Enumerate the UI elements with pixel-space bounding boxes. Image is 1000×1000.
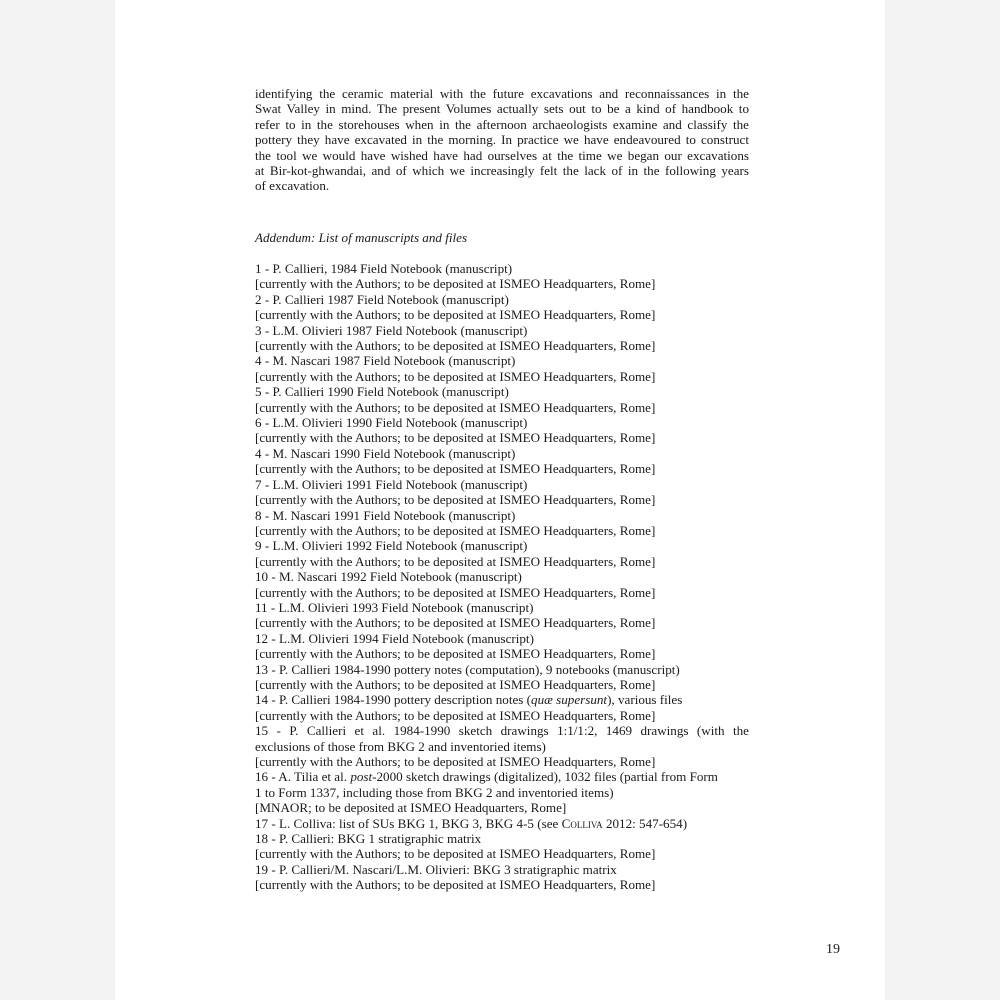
list-entry: 4 - M. Nascari 1987 Field Notebook (manuscript) xyxy=(255,353,516,369)
list-entry: 9 - L.M. Olivieri 1992 Field Notebook (manuscript) xyxy=(255,538,528,554)
list-entry-16-line2: 1 to Form 1337, including those from BKG 2 and inventoried items) xyxy=(255,784,614,800)
deposit-note: [currently with the Authors; to be deposited at ISMEO Headquarters, Rome] xyxy=(255,877,656,893)
deposit-note: [currently with the Authors; to be deposited at ISMEO Headquarters, Rome] xyxy=(255,461,656,477)
entry-text: 14 - P. Callieri 1984-1990 pottery description notes ( xyxy=(255,692,532,708)
list-entry-19: 19 - P. Callieri/M. Nascari/L.M. Olivieri: BKG 3 stratigraphic matrix xyxy=(255,861,617,877)
document-page xyxy=(115,0,885,1000)
deposit-note: [currently with the Authors; to be deposited at ISMEO Headquarters, Rome] xyxy=(255,276,656,292)
deposit-note: [currently with the Authors; to be deposited at ISMEO Headquarters, Rome] xyxy=(255,846,656,862)
deposit-note: [currently with the Authors; to be deposited at ISMEO Headquarters, Rome] xyxy=(255,615,656,631)
mnaor-note: [MNAOR; to be deposited at ISMEO Headquarters, Rome] xyxy=(255,800,567,816)
list-entry: 3 - L.M. Olivieri 1987 Field Notebook (manuscript) xyxy=(255,322,528,338)
deposit-note: [currently with the Authors; to be deposited at ISMEO Headquarters, Rome] xyxy=(255,754,656,769)
entry-italic: post xyxy=(350,769,373,785)
deposit-note: [currently with the Authors; to be deposited at ISMEO Headquarters, Rome] xyxy=(255,399,656,415)
list-entry: 6 - L.M. Olivieri 1990 Field Notebook (manuscript) xyxy=(255,415,528,431)
list-entry: 12 - L.M. Olivieri 1994 Field Notebook (manuscript) xyxy=(255,630,534,646)
intro-line: at Bir-kot-ghwandai, and of which we increasingly felt the lack of in the following years xyxy=(255,163,749,179)
deposit-note: [currently with the Authors; to be deposited at ISMEO Headquarters, Rome] xyxy=(255,707,656,723)
page-content xyxy=(255,86,749,893)
deposit-note: [currently with the Authors; to be deposited at ISMEO Headquarters, Rome] xyxy=(255,584,656,600)
list-entry-18: 18 - P. Callieri: BKG 1 stratigraphic matrix xyxy=(255,831,482,847)
deposit-note: [currently with the Authors; to be deposited at ISMEO Headquarters, Rome] xyxy=(255,553,656,569)
entry-text: -2000 sketch drawings (digitalized), 1032 files (partial from Form xyxy=(372,769,718,785)
entry-smallcaps: Colliva xyxy=(561,815,603,831)
list-entry-14 xyxy=(255,692,749,707)
list-entry: 11 - L.M. Olivieri 1993 Field Notebook (manuscript) xyxy=(255,599,534,615)
list-entry: 7 - L.M. Olivieri 1991 Field Notebook (manuscript) xyxy=(255,476,528,492)
intro-line: refer to in the storehouses when in the afternoon archaeologists examine and classify the xyxy=(255,116,749,132)
intro-line: the tool we would have wished have had ourselves at the time we began our excavations xyxy=(255,147,749,163)
entry-text: 16 - A. Tilia et al. xyxy=(255,769,351,785)
list-entry-15-line1: 15 - P. Callieri et al. 1984-1990 sketch drawings 1:1/1:2, 1469 drawings (with the xyxy=(255,723,749,739)
deposit-note: [currently with the Authors; to be deposited at ISMEO Headquarters, Rome] xyxy=(255,307,656,323)
intro-paragraph xyxy=(255,86,749,194)
list-entry: 13 - P. Callieri 1984-1990 pottery notes (computation), 9 notebooks (manuscript) xyxy=(255,661,680,677)
deposit-note: [currently with the Authors; to be deposited at ISMEO Headquarters, Rome] xyxy=(255,676,656,692)
entry-text: 17 - L. Colliva: list of SUs BKG 1, BKG 3, BKG 4-5 (see xyxy=(255,815,562,831)
deposit-note: [currently with the Authors; to be deposited at ISMEO Headquarters, Rome] xyxy=(255,338,656,354)
deposit-note: [currently with the Authors; to be deposited at ISMEO Headquarters, Rome] xyxy=(255,522,656,538)
list-entry-17 xyxy=(255,816,749,831)
intro-line: of excavation. xyxy=(255,178,330,194)
intro-line: pottery they have excavated in the morning. In practice we have endeavoured to construct xyxy=(255,132,749,148)
deposit-note: [currently with the Authors; to be deposited at ISMEO Headquarters, Rome] xyxy=(255,368,656,384)
intro-line: Swat Valley in mind. The present Volumes actually sets out to be a kind of handbook to xyxy=(255,101,749,117)
entry-text: 2012: 547-654) xyxy=(602,815,688,831)
page-number: 19 xyxy=(826,942,840,957)
list-entry: 1 - P. Callieri, 1984 Field Notebook (manuscript) xyxy=(255,261,513,276)
deposit-note: [currently with the Authors; to be deposited at ISMEO Headquarters, Rome] xyxy=(255,430,656,446)
deposit-note: [currently with the Authors; to be deposited at ISMEO Headquarters, Rome] xyxy=(255,492,656,508)
list-entry: 8 - M. Nascari 1991 Field Notebook (manuscript) xyxy=(255,507,516,523)
list-entry-15-line2: exclusions of those from BKG 2 and inventoried items) xyxy=(255,738,546,754)
entry-italic: quæ supersunt xyxy=(531,692,608,708)
manuscript-list xyxy=(255,261,749,893)
list-entry: 10 - M. Nascari 1992 Field Notebook (manuscript) xyxy=(255,569,522,585)
deposit-note: [currently with the Authors; to be deposited at ISMEO Headquarters, Rome] xyxy=(255,646,656,662)
list-entry-16-line1 xyxy=(255,769,749,784)
list-entry: 5 - P. Callieri 1990 Field Notebook (manuscript) xyxy=(255,384,509,400)
entry-text: ), various files xyxy=(607,692,683,708)
list-entry: 2 - P. Callieri 1987 Field Notebook (manuscript) xyxy=(255,291,509,307)
list-entry: 4 - M. Nascari 1990 Field Notebook (manuscript) xyxy=(255,445,516,461)
addendum-heading: Addendum: List of manuscripts and files xyxy=(255,230,468,245)
intro-line: identifying the ceramic material with the future excavations and reconnaissances in the xyxy=(255,86,749,101)
